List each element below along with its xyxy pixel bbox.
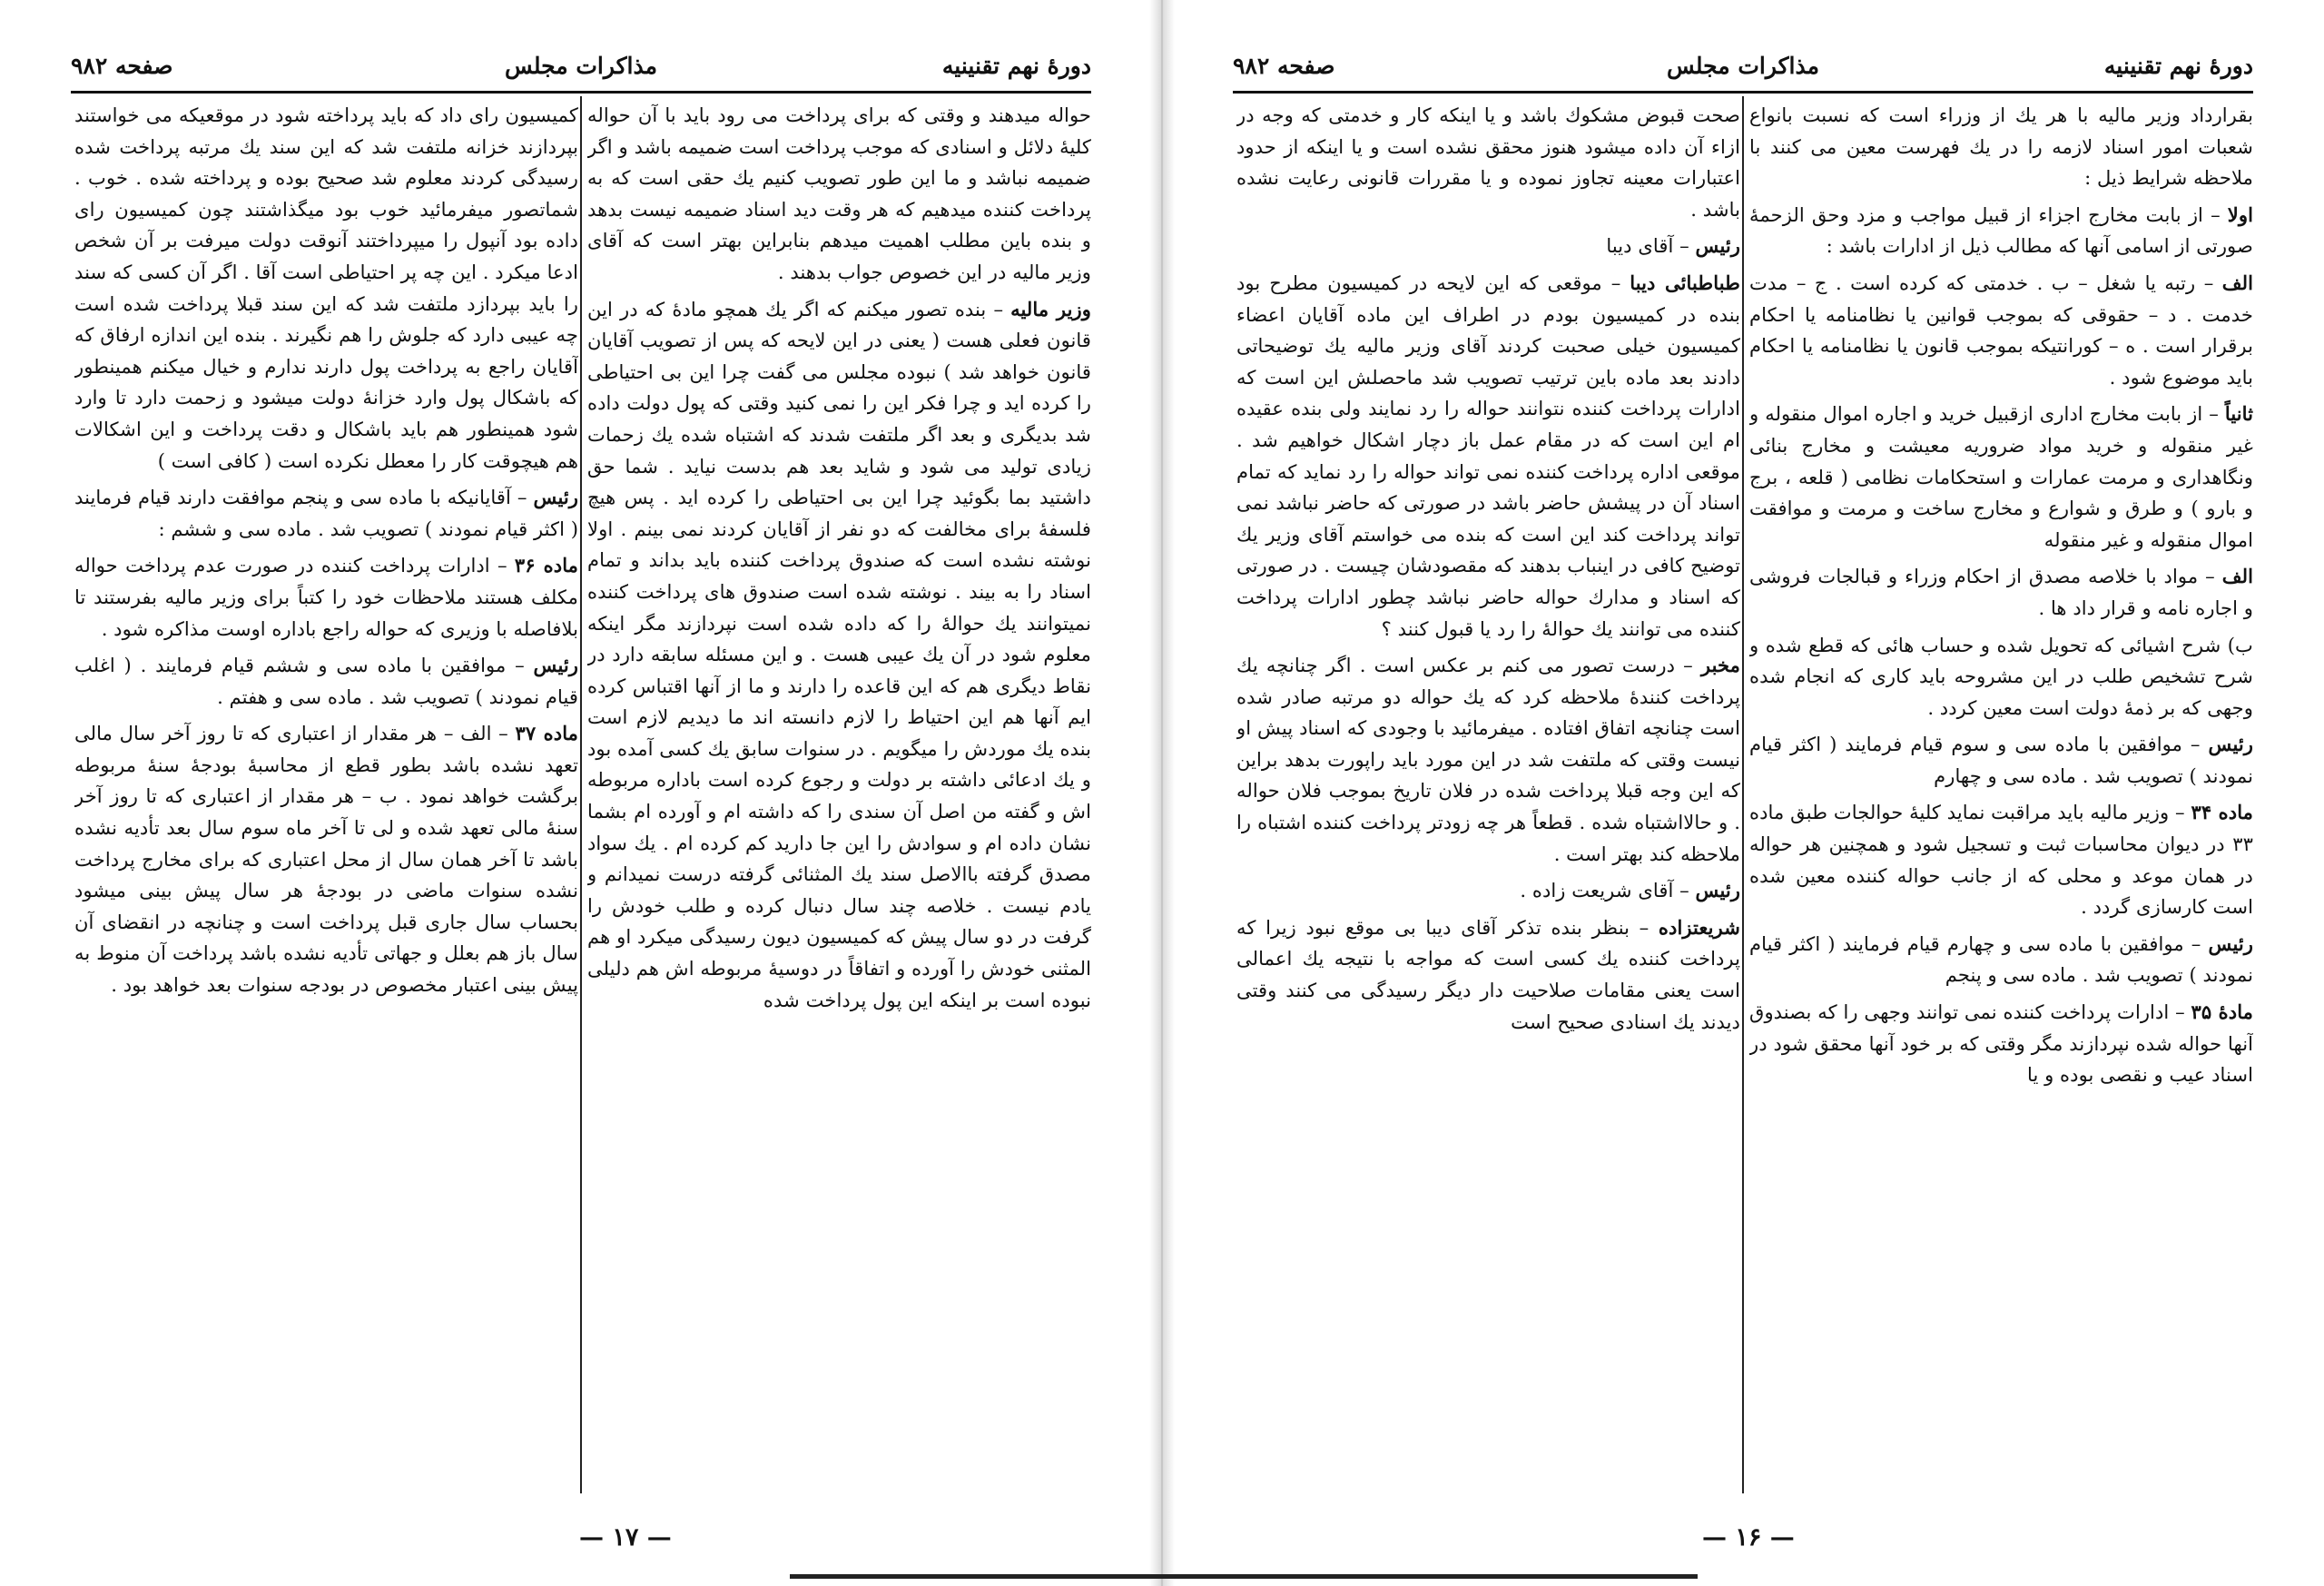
speaker-name: ثانیاً [2224, 402, 2253, 426]
paragraph: وزیر مالیه – بنده تصور میکنم که اگر یك همچو مادهٔ که در این قانون فعلی هست ( یعنی در این لایحه که پس از تصویب آقایان قانون خواهد شد ) نبوده مجلس می گفت چرا این بی احتیاطی را کرده اید و چرا فکر این را نمی کنید وقتی که پول دولت داده شد بدیگری و بعد اگر ملتفت شدند که اشتباه شده یك زحمات زیادی تولید می شود و شاید بعد هم بدست نیاید . شما حق داشتید بما بگوئید چرا این بی احتیاطی را کرده اید . پس هیچ فلسفهٔ برای مخالفت که دو نفر از آقایان کردند نمی بینم . اولا نوشته نشده است که صندوق پرداخت کننده باید بداند و تمام اسناد را به بیند . نوشته شده است صندوق های پرداخت کننده نمیتوانند یك حوالهٔ را که داده شده است نپردازند مگر اینکه معلوم شود در آن یك عیبی هست . و این مسئله سابقه دارد در نقاط دیگری هم که این قاعده را دارند و ما از آنها اقتباس کرده ایم آنها هم این احتیاط را لازم دانسته اند ما دیدیم لازم است بنده یك موردش را میگویم . در سنوات سابق یك کسی آمده بود و یك ادعائی داشته بر دولت و رجوع کرده است باداره مربوطه اش و گفته من اصل آن سندی را که داشته ام و آورده ام بشما نشان داده ام و سوادش را این جا دارید کم کرده ام . یك سواد مصدق گرفته باالاصل سند یك المثنائی گرفته درست نمیدانم و یادم نیست . خلاصه چند سال دنبال کرده و طلب خودش را گرفت در دو سال پیش که کمیسیون دیون رسیدگی میکرد او هم المثنی خودش را آورده و اتفاقاً در دوسیهٔ مربوطه اش هم دلیلی نبوده است بر اینکه این پول پرداخت شده [587, 297, 1091, 1011]
speaker-name: وزیر مالیه [1010, 297, 1091, 320]
speaker-name: رئیس [533, 654, 578, 677]
speaker-name: رئیس [1695, 879, 1740, 902]
paragraph: مخبر – درست تصور می کنم بر عکس است . اگر چنانچه یك پرداخت کنندهٔ ملاحظه کرد که یك حواله دو مرتبه صادر شده است چنانچه اتفاق افتاده . میفرمائید با وجودی که اسناد پیش او نیست وقتی که ملتفت شد در این مورد باید راپورت بدهد براین که این وجه قبلا پرداخت شده در فلان تاریخ بموجب فلان حواله . و حالااشتباه شده . قطعاً هر چه زودتر پرداخت کننده اشتباه را ملاحظه کند بهتر است . [1236, 654, 1740, 865]
speaker-name: شریعتزاده [1658, 915, 1740, 939]
speaker-name: ماده ۳۷ [515, 722, 578, 745]
speaker-name: رئیس [2208, 931, 2253, 955]
header-rule [1233, 91, 2253, 94]
paragraph: مادهٔ ۳۵ – ادارات پرداخت کننده نمی توانند وجهی را که بصندوق آنها حواله شده نپردازند مگر وقتی که بر خود آنها محقق شود در اسناد عیب و نقصی بوده و یا [1749, 1000, 2253, 1087]
text-column-right [1749, 100, 2253, 1486]
paragraph: کمیسیون رای داد که باید پرداخته شود در موقعیکه می خواستند بپردازند خزانه ملتفت شد که این سند یك مرتبه پرداخت شده رسیدگی کردند معلوم شد صحیح بوده و پرداخته شده . خوب . شماتصور میفرمائید خوب بود میگذاشتند چون کمیسیون رای داده بود آنپول را میپرداختند آنوقت دولت میرفت بر آن شخص ادعا میکرد . این چه پر احتیاطی است آقا . اگر آن کسی که سند را باید بپردازد ملتفت شد که این سند قبلا پرداخت شده است چه عیبی دارد که جلوش را هم نگیرند . بنده این اندازه ارفاق که آقایان راجع به پرداخت پول دارند ندارم و خیال میکنم همینطور که باشکال پول وارد خزانهٔ دولت میشود و زحمت دارد تا وارد شود همینطور هم باید باشکال و دقت پرداخت و این اشکالات هم هیچوقت کار را معطل نکرده است ( کافی است ) [74, 103, 578, 472]
paragraph: رئیس – آقایانیکه با ماده سی و پنجم موافقت دارند قیام فرمایند ( اکثر قیام نمودند ) تصویب شد . ماده سی و ششم : [74, 486, 578, 540]
paragraph: ماده ۳۴ – وزیر مالیه باید مراقبت نماید کلیهٔ حوالجات طبق ماده ۳۳ در دیوان محاسبات ثبت و تسجیل شود و همچنین هر حواله در همان موعد و محلی که از جانب حواله کننده معین شده است کارسازی گردد . [1749, 801, 2253, 919]
column-divider [1742, 96, 1744, 1493]
page-number: — ۱۷ — [579, 1523, 672, 1552]
header-page-count: صفحه ۹۸۲ [1233, 53, 1335, 79]
text-column-left [1236, 100, 1740, 1486]
page-number: — ۱۶ — [1702, 1523, 1795, 1552]
speaker-name: رئیس [533, 486, 578, 509]
column-divider [580, 96, 582, 1493]
session-label: دورهٔ نهم تقنینیه [941, 53, 1091, 79]
paragraph: الف – رتبه یا شغل – ب . خدمتی که کرده است . ج – مدت خدمت . د – حقوقی که بموجب قوانین یا نظامنامه یا احکام برقرار است . ه – کورانتیکه بموجب قانون یا نظامنامه یا احکام باید موضوع شود . [1749, 271, 2253, 389]
paragraph: ماده ۳۷ – الف – هر مقدار از اعتباری که تا روز آخر سال مالی تعهد نشده باشد بطور قطع از محاسبهٔ بودجهٔ سنهٔ مربوطه برگشت خواهد نمود . ب – هر مقدار از اعتباری که تا روز آخر سنهٔ مالی تعهد شده و لی تا آخر ماه سوم سال بعد تأدیه نشده باشد تا آخر همان سال از محل اعتباری که برای مخارج پرداخت نشده سنوات ماضی در بودجهٔ هر سال پیش بینی میشود بحساب سال جاری قبل پرداخت است و چنانچه در انقضای آن سال باز هم بعلل و جهاتی تأدیه نشده باشد پرداخت آن منوط به پیش بینی اعتبار مخصوص در بودجه سنوات بعد خواهد بود . [74, 722, 578, 997]
header-rule [71, 91, 1091, 94]
paragraph: صحت قبوض مشکوك باشد و یا اینکه کار و خدمتی که وجه در ازاء آن داده میشود هنوز محقق نشده است و یا اینکه از حدود اعتبارات معینه تجاوز نموده و یا مقررات قانونی رعایت نشده باشد . [1236, 103, 1740, 221]
paragraph: رئیس – موافقین با ماده سی و چهارم قیام فرمایند ( اکثر قیام نمودند ) تصویب شد . ماده سی و پنجم [1749, 931, 2253, 987]
right-page [1162, 0, 2324, 1586]
paragraph: رئیس – آقای شریعت زاده . [1520, 879, 1740, 902]
scan-edge-mark [790, 1574, 1698, 1579]
speaker-name: مخبر [1700, 654, 1740, 677]
header-page-count: صفحه ۹۸۲ [71, 53, 173, 79]
text-column-left [74, 100, 578, 1486]
session-label: دورهٔ نهم تقنینیه [2103, 53, 2253, 79]
speaker-name: اولا [2227, 202, 2253, 226]
paragraph: ثانیاً – از بابت مخارج اداری ازقبیل خرید و اجاره اموال منقوله و غیر منقوله و خرید مواد ضروریه معیشت و مخارج بنائی ونگاهداری و مرمت عمارات و استحکامات نظامی ( قلعه ، برج و بارو ) و طرق و شوارع و مخارج ساخت و مرمت و موافقت اموال منقوله و غیر منقوله [1749, 402, 2253, 551]
paragraph: ماده ۳۶ – ادارات پرداخت کننده در صورت عدم پرداخت حواله مکلف هستند ملاحظات خود را کتباً برای وزیر مالیه بفرستند تا بلافاصله با وزیری که حواله راجع باداره اوست مذاکره شود . [74, 554, 578, 640]
paragraph: شریعتزاده – بنظر بنده تذکر آقای دیبا بی موقع نبود زیرا که پرداخت کننده یك کسی است که مواجه با نتیجه یك اعمالی است یعنی مقامات صلاحیت دار دیگر رسیدگی می کنند وقتی دیدند یك اسنادی صحیح است [1236, 915, 1740, 1033]
paragraph: رئیس – آقای دیبا [1606, 234, 1740, 258]
paragraph: حواله میدهند و وقتی که برای پرداخت می رود باید با آن حواله کلیهٔ دلائل و اسنادی که موجب پرداخت است ضمیمه باشد و اگر ضمیمه نباشد و ما این طور تصویب کنیم یك حقی است که به پرداخت کننده میدهیم که هر وقت دید اسناد ضمیمه نیست بدهد و بنده باین مطلب اهمیت میدهم بنابراین بهتر است که آقای وزیر مالیه در این خصوص جواب بدهند . [587, 103, 1091, 283]
speaker-name: ماده ۳۶ [514, 554, 578, 577]
running-header [71, 53, 1091, 91]
paragraph: طباطبائی دیبا – موقعی که این لایحه در کمیسیون مطرح بود بنده در کمیسیون بودم در اطراف این ماده آقایان اعضاء کمیسیون خیلی صحبت کردند آقای وزیر مالیه یك توضیحاتی دادند بعد ماده باین ترتیب تصویب شد ماحصلش این است که ادارات پرداخت کننده نتوانند حواله را رد نمایند ولی بنده عقیده ام این است که در مقام عمل باز دچار اشکال خواهیم شد . موقعی اداره پرداخت کننده نمی تواند حواله را رد نماید که تمام اسناد آن در پیشش حاضر باشد در صورتی که حاضر نباشد نمی تواند پرداخت کند این است که بنده می خواستم آقای وزیر یك توضیح کافی در اینباب بدهند که مقصودشان چیست . در صورتی که اسناد و مدارك حواله حاضر نباشد چطور ادارات پرداخت کننده می توانند یك حوالهٔ را رد یا قبول کنند ؟ [1236, 271, 1740, 640]
speaker-name: رئیس [2208, 733, 2253, 756]
speaker-name: رئیس [1695, 234, 1740, 258]
header-title: مذاکرات مجلس [1666, 53, 1820, 79]
running-header [1233, 53, 2253, 91]
paragraph: اولا – از بابت مخارج اجزاء از قبیل مواجب و مزد وحق الزحمهٔ صورتی از اسامی آنها که مطالب ذیل از ادارات باشد : [1749, 202, 2253, 258]
paragraph: الف – مواد با خلاصه مصدق از احکام وزراء و قبالجات فروشی و اجاره نامه و قرار داد ها . [1749, 565, 2253, 619]
speaker-name: الف [2221, 565, 2253, 588]
paragraph: رئیس – موافقین با ماده سی و ششم قیام فرمایند . ( اغلب قیام نمودند ) تصویب شد . ماده سی و هفتم . [74, 654, 578, 708]
speaker-name: مادهٔ ۳۵ [2191, 1000, 2253, 1024]
speaker-name: الف [2221, 271, 2253, 294]
paragraph: بقرارداد وزیر مالیه با هر یك از وزراء است که نسبت بانواع شعبات امور اسناد لازمه را در یك فهرست معین می کنند با ملاحظه شرایط ذیل : [1749, 103, 2253, 190]
header-title: مذاکرات مجلس [504, 53, 658, 79]
speaker-name: طباطبائی دیبا [1630, 271, 1740, 294]
book-spine [1149, 0, 1175, 1586]
speaker-name: ماده ۳۴ [2191, 801, 2253, 824]
paragraph: ب) شرح اشیائی که تحویل شده و حساب هائی که قطع شده و شرح تشخیص طلب در این مشروحه باید کاری که انجام شده وجهی که بر ذمهٔ دولت است معین کردد . [1749, 633, 2253, 719]
paragraph: رئیس – موافقین با ماده سی و سوم قیام فرمایند ( اکثر قیام نمودند ) تصویب شد . ماده سی و چهارم [1749, 733, 2253, 787]
text-column-right [587, 100, 1091, 1486]
